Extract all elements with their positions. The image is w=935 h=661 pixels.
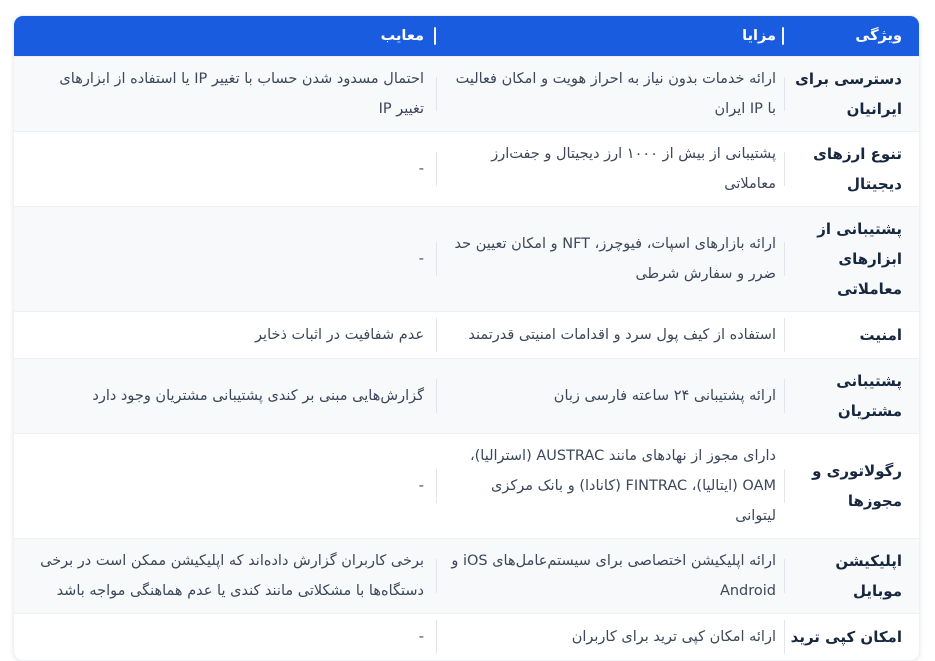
cell-cons-text: گزارش‌هایی مبنی بر کندی پشتیبانی مشتریان وجود دارد: [92, 388, 424, 404]
table-row: [14, 358, 919, 433]
cell-feature: پشتیبانی مشتریان: [836, 372, 902, 420]
column-divider: [436, 469, 438, 503]
cell-cons-text: برخی کاربران گزارش داده‌اند که اپلیکیشن ممکن است در برخی دستگاه‌ها با مشکلاتی مانند کندی یا عدم هماهنگی مواجه باشد: [40, 553, 424, 599]
column-divider: [436, 620, 438, 654]
column-divider: [436, 559, 438, 593]
cell-cons-text: عدم شفافیت در اثبات ذخایر: [255, 327, 424, 343]
cell-feature: امکان کپی ترید: [790, 628, 902, 646]
table-row: [14, 206, 919, 311]
column-divider: [436, 379, 438, 413]
column-divider: [436, 318, 438, 352]
header-cell-cons-label: معایب: [380, 28, 424, 44]
cell-cons: [14, 57, 436, 131]
cell-feature: اپلیکیشن موبایل: [835, 552, 902, 600]
cell-pros-text: ارائه اپلیکیشن اختصاصی برای سیستم‌عامل‌های iOS و Android: [451, 553, 776, 599]
cell-pros-text: دارای مجوز از نهادهای مانند AUSTRAC (استرالیا)، OAM (ایتالیا)، FINTRAC (کانادا) و بانک مرکزی لیتوانی: [469, 448, 776, 524]
table-row: [14, 131, 919, 206]
cell-pros-text: ارائه خدمات بدون نیاز به احراز هویت و امکان فعالیت با IP ایران: [455, 71, 776, 117]
table-header-row: [14, 16, 919, 56]
cell-feature: رگولاتوری و مجوزها: [812, 462, 902, 510]
cell-feature: پشتیبانی از ابزارهای معاملاتی: [817, 220, 902, 298]
cell-cons-text: -: [418, 629, 424, 645]
table-row: [14, 56, 919, 131]
column-divider: [784, 318, 786, 352]
table-body: [14, 56, 919, 660]
column-divider: [436, 242, 438, 276]
table-row: [14, 311, 919, 358]
column-divider: [784, 77, 786, 111]
cell-pros: [436, 222, 784, 296]
column-divider: [784, 379, 786, 413]
header-cell-cons: [14, 28, 436, 44]
header-cell-pros-label: مزایا: [742, 28, 776, 44]
header-cell-feature: ویژگی: [855, 28, 902, 44]
table-row: [14, 613, 919, 660]
cell-feature: تنوع ارزهای دیجیتال: [813, 145, 902, 193]
column-divider: [436, 152, 438, 186]
cell-pros: [436, 132, 784, 206]
comparison-table: [13, 15, 920, 661]
cell-pros-text: ارائه امکان کپی ترید برای کاربران: [571, 629, 776, 645]
cell-pros: [436, 313, 784, 357]
cell-feature: دسترسی برای ایرانیان: [795, 70, 902, 118]
header-column-divider: [434, 27, 436, 45]
cell-pros: [436, 374, 784, 418]
cell-pros-text: پشتیبانی از بیش از ۱۰۰۰ ارز دیجیتال و جفت‌ارز معاملاتی: [491, 146, 776, 192]
cell-cons-text: -: [418, 478, 424, 494]
header-cell-pros: [436, 28, 784, 44]
cell-pros-text: ارائه بازارهای اسپات، فیوچرز، NFT و امکان تعیین حد ضرر و سفارش شرطی: [454, 236, 776, 282]
cell-cons-text: -: [418, 251, 424, 267]
cell-pros-text: ارائه پشتیبانی ۲۴ ساعته فارسی زبان: [553, 388, 776, 404]
cell-cons: [14, 374, 436, 418]
cell-pros: [436, 434, 784, 538]
cell-cons: [14, 237, 436, 281]
cell-cons: [14, 464, 436, 508]
cell-cons-text: -: [418, 161, 424, 177]
column-divider: [784, 559, 786, 593]
column-divider: [784, 152, 786, 186]
cell-pros-text: استفاده از کیف پول سرد و اقدامات امنیتی قدرتمند: [468, 327, 776, 343]
column-divider: [784, 469, 786, 503]
table-row: [14, 538, 919, 613]
cell-pros: [436, 57, 784, 131]
table-row: [14, 433, 919, 538]
header-column-divider: [782, 27, 784, 45]
cell-cons: [14, 147, 436, 191]
cell-feature: امنیت: [859, 326, 902, 344]
cell-pros: [436, 539, 784, 613]
column-divider: [784, 242, 786, 276]
cell-cons: [14, 539, 436, 613]
cell-cons: [14, 313, 436, 357]
column-divider: [784, 620, 786, 654]
column-divider: [436, 77, 438, 111]
cell-cons-text: احتمال مسدود شدن حساب با تغییر IP یا استفاده از ابزارهای تغییر IP: [59, 71, 424, 117]
cell-pros: [436, 615, 784, 659]
cell-cons: [14, 615, 436, 659]
